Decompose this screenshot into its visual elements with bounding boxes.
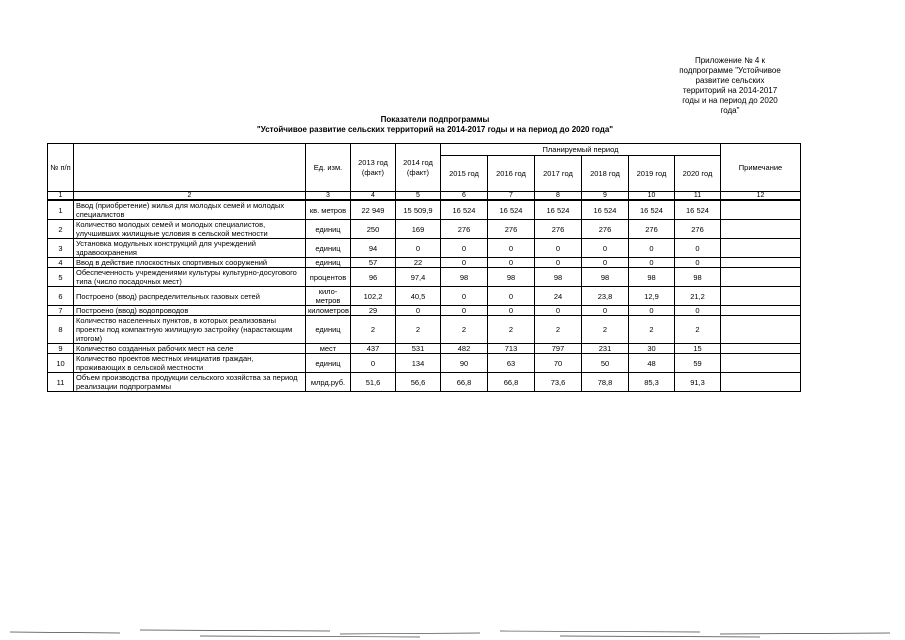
column-index: 10 xyxy=(629,192,675,201)
header-year: 2015 год xyxy=(441,156,488,192)
value-cell: 0 xyxy=(488,306,535,316)
value-cell: 56,6 xyxy=(396,373,441,392)
value-cell: 276 xyxy=(441,220,488,239)
row-number: 10 xyxy=(48,354,74,373)
indicator-name: Обеспеченность учреждениями культуры культурно-досугового типа (число посадочных мест) xyxy=(74,268,306,287)
note-cell xyxy=(721,220,801,239)
table-row xyxy=(48,220,801,239)
header-2013: 2013 год (факт) xyxy=(351,144,396,192)
value-cell: 73,6 xyxy=(535,373,582,392)
note-cell xyxy=(721,268,801,287)
document-title xyxy=(200,115,670,135)
appendix-line: года" xyxy=(720,106,740,115)
value-cell: 91,3 xyxy=(675,373,721,392)
table-row xyxy=(48,316,801,344)
value-cell: 276 xyxy=(582,220,629,239)
note-cell xyxy=(721,287,801,306)
table-row xyxy=(48,306,801,316)
header-year: 2018 год xyxy=(582,156,629,192)
value-cell: 0 xyxy=(675,258,721,268)
value-cell: 16 524 xyxy=(488,200,535,220)
indicator-name: Ввод (приобретение) жилья для молодых семей и молодых специалистов xyxy=(74,200,306,220)
scan-artifacts xyxy=(0,614,905,640)
indicator-name: Объем производства продукции сельского хозяйства за период реализации подпрограммы xyxy=(74,373,306,392)
unit-cell: единиц xyxy=(306,316,351,344)
value-cell: 66,8 xyxy=(488,373,535,392)
value-cell: 0 xyxy=(675,306,721,316)
column-index: 12 xyxy=(721,192,801,201)
header-unit: Ед. изм. xyxy=(306,144,351,192)
row-number: 9 xyxy=(48,344,74,354)
value-cell: 0 xyxy=(535,239,582,258)
value-cell: 2 xyxy=(441,316,488,344)
value-cell: 59 xyxy=(675,354,721,373)
value-cell: 66,8 xyxy=(441,373,488,392)
value-cell: 169 xyxy=(396,220,441,239)
column-index: 7 xyxy=(488,192,535,201)
value-cell: 0 xyxy=(441,258,488,268)
column-index: 2 xyxy=(74,192,306,201)
value-cell: 24 xyxy=(535,287,582,306)
value-cell: 0 xyxy=(629,239,675,258)
value-cell: 98 xyxy=(488,268,535,287)
row-number: 3 xyxy=(48,239,74,258)
indicator-name: Количество населенных пунктов, в которых реализованы проекты под компактную жилищную застройку (нарастающим итогом) xyxy=(74,316,306,344)
value-cell: 23,8 xyxy=(582,287,629,306)
header-year: 2016 год xyxy=(488,156,535,192)
value-cell: 22 xyxy=(396,258,441,268)
value-cell: 0 xyxy=(629,258,675,268)
value-cell: 78,8 xyxy=(582,373,629,392)
value-cell: 21,2 xyxy=(675,287,721,306)
value-cell: 0 xyxy=(441,287,488,306)
value-cell: 15 xyxy=(675,344,721,354)
value-cell: 63 xyxy=(488,354,535,373)
row-number: 2 xyxy=(48,220,74,239)
value-cell: 0 xyxy=(535,306,582,316)
value-cell: 134 xyxy=(396,354,441,373)
value-cell: 94 xyxy=(351,239,396,258)
header-num: № п/п xyxy=(48,144,74,192)
indicator-name: Ввод в действие плоскостных спортивных сооружений xyxy=(74,258,306,268)
row-number: 8 xyxy=(48,316,74,344)
value-cell: 22 949 xyxy=(351,200,396,220)
value-cell: 29 xyxy=(351,306,396,316)
value-cell: 0 xyxy=(488,258,535,268)
value-cell: 531 xyxy=(396,344,441,354)
value-cell: 0 xyxy=(488,239,535,258)
value-cell: 0 xyxy=(441,306,488,316)
value-cell: 90 xyxy=(441,354,488,373)
column-index: 3 xyxy=(306,192,351,201)
indicators-table xyxy=(47,143,801,392)
value-cell: 0 xyxy=(351,354,396,373)
appendix-note xyxy=(660,56,800,116)
value-cell: 2 xyxy=(396,316,441,344)
value-cell: 276 xyxy=(629,220,675,239)
value-cell: 231 xyxy=(582,344,629,354)
header-2014: 2014 год (факт) xyxy=(396,144,441,192)
value-cell: 0 xyxy=(629,306,675,316)
row-number: 5 xyxy=(48,268,74,287)
value-cell: 250 xyxy=(351,220,396,239)
unit-cell: процентов xyxy=(306,268,351,287)
appendix-line: Приложение № 4 к xyxy=(694,56,766,65)
title-line-2: "Устойчивое развитие сельских территорий на 2014-2017 годы и на период до 2020 года" xyxy=(256,125,614,134)
value-cell: 0 xyxy=(488,287,535,306)
unit-cell: километров xyxy=(306,306,351,316)
value-cell: 16 524 xyxy=(629,200,675,220)
value-cell: 16 524 xyxy=(535,200,582,220)
value-cell: 98 xyxy=(535,268,582,287)
indicator-name: Количество молодых семей и молодых специалистов, улучшивших жилищные условия в сельской местности xyxy=(74,220,306,239)
row-number: 4 xyxy=(48,258,74,268)
column-index: 8 xyxy=(535,192,582,201)
value-cell: 102,2 xyxy=(351,287,396,306)
header-year: 2019 год xyxy=(629,156,675,192)
value-cell: 15 509,9 xyxy=(396,200,441,220)
table-row xyxy=(48,354,801,373)
note-cell xyxy=(721,354,801,373)
value-cell: 57 xyxy=(351,258,396,268)
unit-cell: млрд.руб. xyxy=(306,373,351,392)
value-cell: 482 xyxy=(441,344,488,354)
indicator-name: Построено (ввод) распределительных газовых сетей xyxy=(74,287,306,306)
value-cell: 0 xyxy=(582,239,629,258)
unit-cell: единиц xyxy=(306,220,351,239)
table-row xyxy=(48,344,801,354)
column-index: 11 xyxy=(675,192,721,201)
note-cell xyxy=(721,200,801,220)
value-cell: 30 xyxy=(629,344,675,354)
header-year: 2017 год xyxy=(535,156,582,192)
value-cell: 40,5 xyxy=(396,287,441,306)
table-row xyxy=(48,287,801,306)
title-line-1: Показатели подпрограммы xyxy=(380,115,490,124)
column-index: 9 xyxy=(582,192,629,201)
value-cell: 276 xyxy=(675,220,721,239)
header-planned-period: Планируемый период xyxy=(441,144,721,156)
unit-cell: кв. метров xyxy=(306,200,351,220)
note-cell xyxy=(721,344,801,354)
column-index-row xyxy=(48,192,801,201)
column-index: 6 xyxy=(441,192,488,201)
note-cell xyxy=(721,239,801,258)
value-cell: 0 xyxy=(582,306,629,316)
unit-cell: кило-метров xyxy=(306,287,351,306)
value-cell: 2 xyxy=(351,316,396,344)
value-cell: 0 xyxy=(675,239,721,258)
note-cell xyxy=(721,373,801,392)
value-cell: 48 xyxy=(629,354,675,373)
column-index: 1 xyxy=(48,192,74,201)
value-cell: 2 xyxy=(629,316,675,344)
table-row xyxy=(48,239,801,258)
value-cell: 16 524 xyxy=(675,200,721,220)
value-cell: 797 xyxy=(535,344,582,354)
value-cell: 2 xyxy=(675,316,721,344)
value-cell: 0 xyxy=(582,258,629,268)
value-cell: 2 xyxy=(582,316,629,344)
header-year: 2020 год xyxy=(675,156,721,192)
value-cell: 51,6 xyxy=(351,373,396,392)
value-cell: 0 xyxy=(396,306,441,316)
value-cell: 16 524 xyxy=(441,200,488,220)
indicator-name: Количество созданных рабочих мест на селе xyxy=(74,344,306,354)
value-cell: 70 xyxy=(535,354,582,373)
row-number: 1 xyxy=(48,200,74,220)
value-cell: 0 xyxy=(535,258,582,268)
header-name xyxy=(74,144,306,192)
value-cell: 16 524 xyxy=(582,200,629,220)
header-note: Примечание xyxy=(721,144,801,192)
indicator-name: Количество проектов местных инициатив граждан, проживающих в сельской местности xyxy=(74,354,306,373)
unit-cell: единиц xyxy=(306,354,351,373)
value-cell: 2 xyxy=(488,316,535,344)
value-cell: 98 xyxy=(582,268,629,287)
value-cell: 98 xyxy=(629,268,675,287)
value-cell: 97,4 xyxy=(396,268,441,287)
value-cell: 50 xyxy=(582,354,629,373)
note-cell xyxy=(721,316,801,344)
appendix-line: территорий на 2014-2017 xyxy=(682,86,778,95)
table-row xyxy=(48,258,801,268)
table-row xyxy=(48,200,801,220)
note-cell xyxy=(721,258,801,268)
value-cell: 85,3 xyxy=(629,373,675,392)
unit-cell: единиц xyxy=(306,258,351,268)
value-cell: 713 xyxy=(488,344,535,354)
value-cell: 12,9 xyxy=(629,287,675,306)
appendix-line: годы и на период до 2020 xyxy=(682,96,778,105)
value-cell: 98 xyxy=(441,268,488,287)
row-number: 6 xyxy=(48,287,74,306)
table-row xyxy=(48,373,801,392)
value-cell: 0 xyxy=(441,239,488,258)
row-number: 11 xyxy=(48,373,74,392)
row-number: 7 xyxy=(48,306,74,316)
unit-cell: единиц xyxy=(306,239,351,258)
column-index: 5 xyxy=(396,192,441,201)
value-cell: 276 xyxy=(488,220,535,239)
indicator-name: Установка модульных конструкций для учреждений здравоохранения xyxy=(74,239,306,258)
value-cell: 2 xyxy=(535,316,582,344)
table-row xyxy=(48,268,801,287)
unit-cell: мест xyxy=(306,344,351,354)
value-cell: 437 xyxy=(351,344,396,354)
column-index: 4 xyxy=(351,192,396,201)
note-cell xyxy=(721,306,801,316)
appendix-line: развитие сельских xyxy=(695,76,765,85)
indicator-name: Построено (ввод) водопроводов xyxy=(74,306,306,316)
value-cell: 98 xyxy=(675,268,721,287)
value-cell: 96 xyxy=(351,268,396,287)
appendix-line: подпрограмме "Устойчивое xyxy=(679,66,781,75)
value-cell: 0 xyxy=(396,239,441,258)
value-cell: 276 xyxy=(535,220,582,239)
